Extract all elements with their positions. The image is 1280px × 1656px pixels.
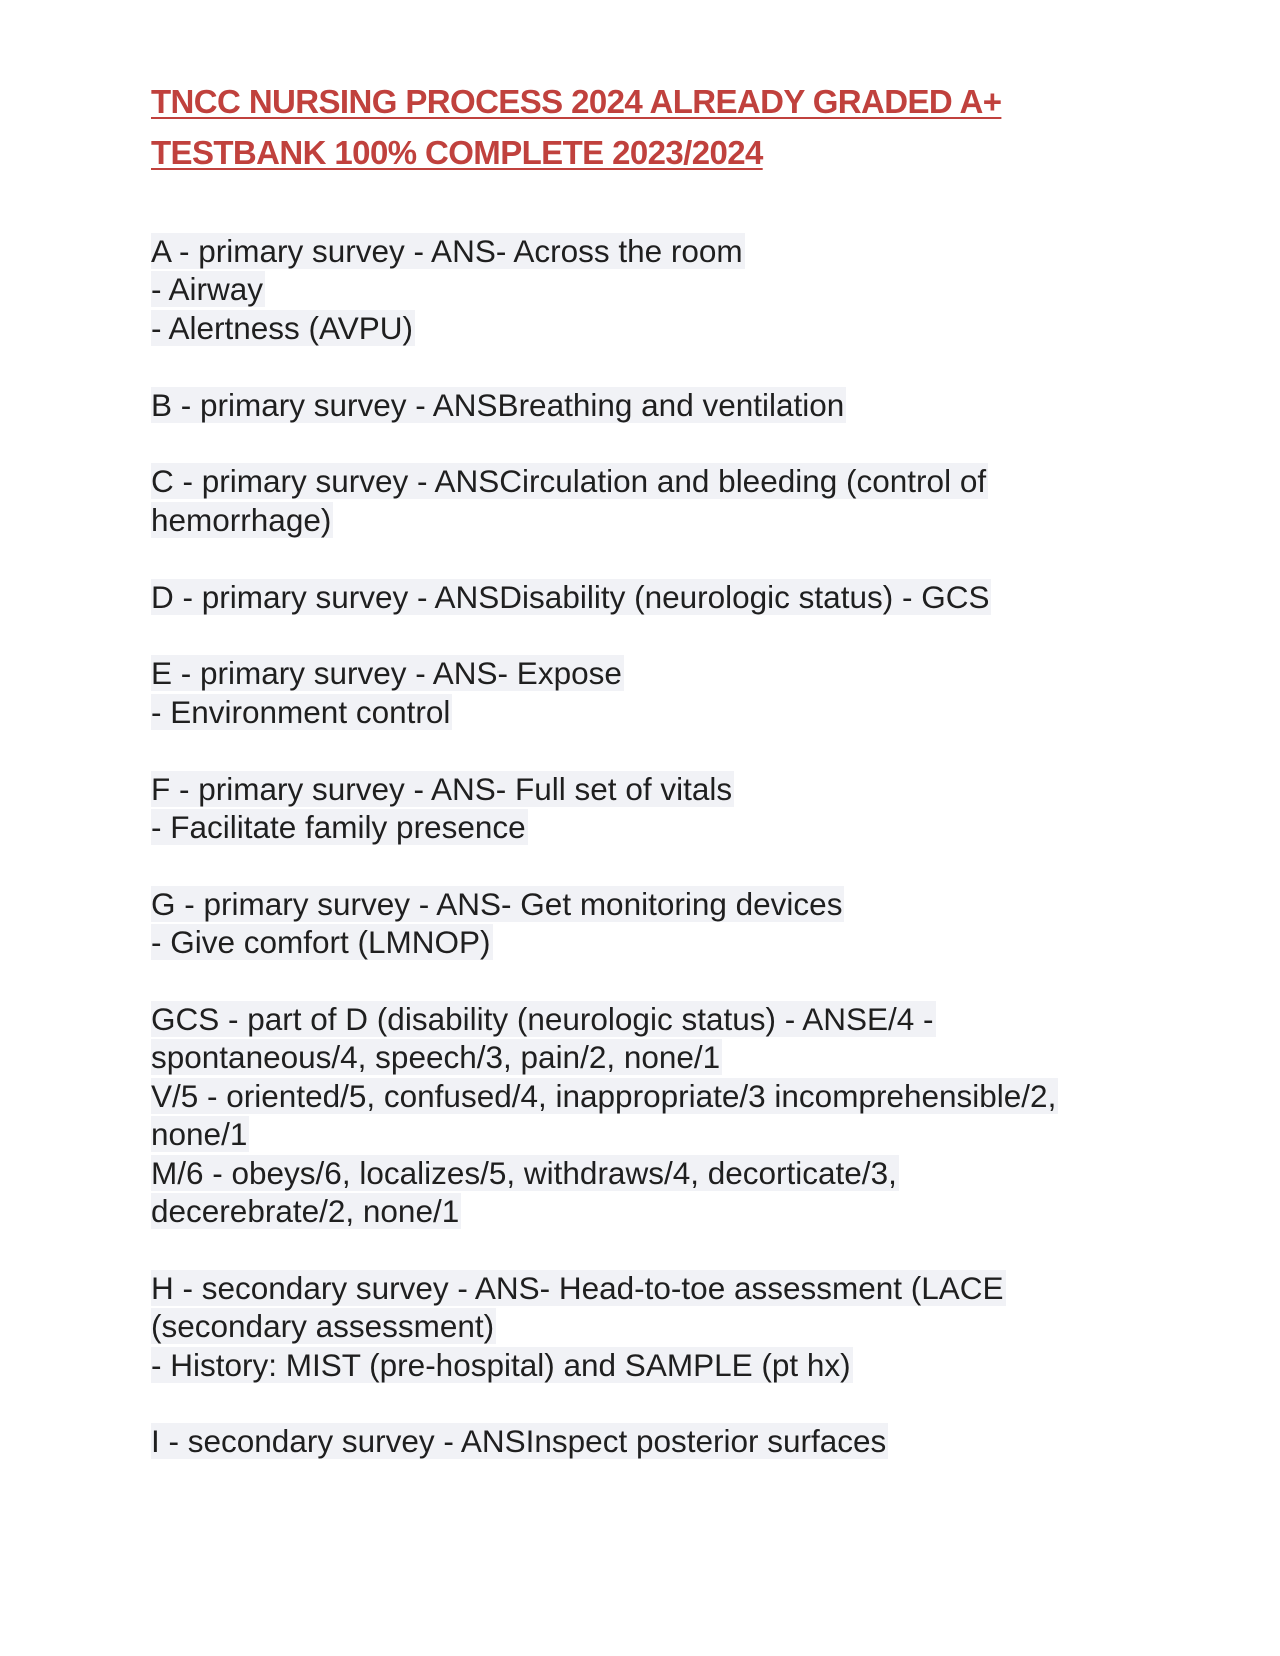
title-line: TNCC NURSING PROCESS 2024 ALREADY GRADED A+ <box>151 83 1002 120</box>
flashcard-entry <box>151 1269 1151 1384</box>
flashcard-entry <box>151 578 1151 616</box>
flashcard-entry <box>151 462 1151 539</box>
entry-line: C - primary survey - ANSCirculation and bleeding (control of <box>151 463 987 500</box>
entry-line: (secondary assessment) <box>151 1308 495 1345</box>
flashcard-entry <box>151 1422 1151 1460</box>
entry-line: A - primary survey - ANS- Across the room <box>151 233 743 269</box>
entry-line: H - secondary survey - ANS- Head-to-toe assessment (LACE <box>151 1269 1004 1306</box>
flashcard-entry <box>151 770 1151 847</box>
entry-line: V/5 - oriented/5, confused/4, inappropriate/3 incomprehensible/2, <box>151 1077 1057 1114</box>
flashcard-entry <box>151 232 1151 347</box>
flashcard-entry <box>151 654 1151 731</box>
document-title <box>151 76 1151 178</box>
entry-line: spontaneous/4, speech/3, pain/2, none/1 <box>151 1039 721 1076</box>
entry-line: decerebrate/2, none/1 <box>151 1193 460 1230</box>
entry-line: M/6 - obeys/6, localizes/5, withdraws/4, decorticate/3, <box>151 1154 897 1191</box>
entry-line: none/1 <box>151 1116 248 1153</box>
flashcard-entry <box>151 386 1151 424</box>
entry-line: B - primary survey - ANSBreathing and ventilation <box>151 386 845 423</box>
entry-line: - Environment control <box>151 693 451 730</box>
flashcard-entry <box>151 885 1151 962</box>
entry-line: GCS - part of D (disability (neurologic status) - ANSE/4 - <box>151 1001 934 1038</box>
entry-line: hemorrhage) <box>151 501 332 538</box>
entry-line: G - primary survey - ANS- Get monitoring devices <box>151 885 843 922</box>
entry-line: - Give comfort (LMNOP) <box>151 924 491 961</box>
entry-line: - Airway <box>151 271 264 308</box>
flashcard-entry <box>151 1000 1151 1230</box>
entry-line: - Alertness (AVPU) <box>151 309 413 346</box>
entry-line: - History: MIST (pre-hospital) and SAMPLE (pt hx) <box>151 1346 851 1383</box>
entry-line: I - secondary survey - ANSInspect posterior surfaces <box>151 1423 887 1460</box>
title-line: TESTBANK 100% COMPLETE 2023/2024 <box>151 134 763 171</box>
entry-line: E - primary survey - ANS- Expose <box>151 655 622 692</box>
document-body <box>151 232 1151 1499</box>
entry-line: D - primary survey - ANSDisability (neurologic status) - GCS <box>151 578 990 615</box>
entry-line: - Facilitate family presence <box>151 809 526 846</box>
entry-line: F - primary survey - ANS- Full set of vitals <box>151 770 733 807</box>
